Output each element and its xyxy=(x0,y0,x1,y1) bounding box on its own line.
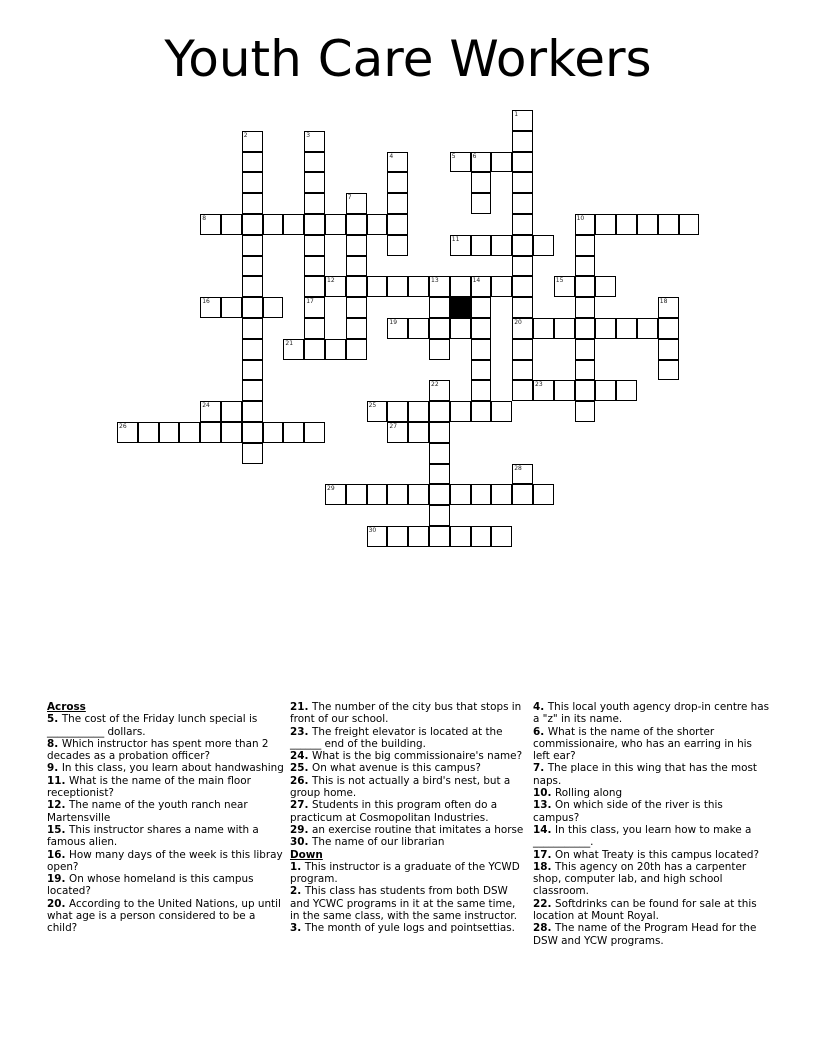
grid-cell[interactable] xyxy=(263,214,284,235)
grid-cell[interactable] xyxy=(283,422,304,443)
grid-cell[interactable] xyxy=(658,214,679,235)
clue-text: The number of the city bus that stops in front of our school. xyxy=(290,701,522,726)
grid-cell[interactable] xyxy=(159,422,180,443)
grid-cell[interactable] xyxy=(471,401,492,422)
grid-cell[interactable] xyxy=(512,380,533,401)
clue-number: 26 xyxy=(119,423,127,430)
clue-item: 5. The cost of the Friday lunch special is ___________ dollars. xyxy=(47,713,258,738)
grid-cell[interactable] xyxy=(471,526,492,547)
clue-item: 13. On which side of the river is this campus? xyxy=(533,799,723,824)
grid-cell[interactable] xyxy=(491,152,512,173)
grid-cell[interactable] xyxy=(346,235,367,256)
clue-item: 30. The name of our librarian xyxy=(290,836,445,849)
clue-item: 14. In this class, you learn how to make a ___________. xyxy=(533,823,752,849)
grid-cell[interactable] xyxy=(429,464,450,485)
clue-item: 7. The place in this wing that has the most naps. xyxy=(533,762,758,787)
grid-cell[interactable] xyxy=(242,214,263,235)
down-heading: Down xyxy=(290,848,323,861)
grid-cell[interactable] xyxy=(304,422,325,443)
grid-cell[interactable] xyxy=(304,172,325,193)
clue-text: This class has students from both DSW and YCWC programs in it at the same time, in the same class, with the same instructor. xyxy=(290,885,518,923)
grid-cell[interactable] xyxy=(408,526,429,547)
clue-num: 21 xyxy=(290,701,305,713)
grid-cell[interactable] xyxy=(367,401,388,422)
grid-cell[interactable] xyxy=(304,235,325,256)
grid-cell[interactable] xyxy=(242,401,263,422)
grid-cell[interactable] xyxy=(512,193,533,214)
clue-number: 28 xyxy=(514,464,522,472)
grid-cell[interactable] xyxy=(221,214,242,235)
clue-number: 10 xyxy=(576,215,585,222)
black-cell[interactable] xyxy=(450,297,471,318)
clue-text: In this class, you learn about handwashing xyxy=(61,762,284,775)
clue-number: 19 xyxy=(389,319,398,326)
grid-cell[interactable] xyxy=(533,235,554,256)
grid-cell[interactable] xyxy=(491,401,512,422)
grid-cell[interactable] xyxy=(283,214,304,235)
grid-cell[interactable] xyxy=(575,214,596,235)
clue-text: This local youth agency drop-in centre has a "z" in its name. xyxy=(533,701,770,726)
grid-cell[interactable] xyxy=(658,360,679,381)
grid-cell[interactable] xyxy=(450,318,471,339)
clue-text: The name of the youth ranch near Martensville xyxy=(47,799,248,824)
grid-cell[interactable] xyxy=(325,339,346,360)
grid-cell[interactable] xyxy=(367,276,388,297)
grid-cell[interactable] xyxy=(471,360,492,381)
clue-num: 1 xyxy=(290,860,298,873)
clue-number: 4 xyxy=(389,152,394,160)
clue-item: 1. This instructor is a graduate of the YCWD program. xyxy=(290,860,520,886)
grid-cell[interactable] xyxy=(242,360,263,381)
clue-number: 6 xyxy=(472,152,477,160)
clue-text: This instructor shares a name with a famous alien. xyxy=(47,823,259,849)
clue-text: How many days of the week is this libray open? xyxy=(47,848,283,873)
clue-num: 6 xyxy=(533,725,541,738)
grid-cell[interactable] xyxy=(450,276,471,297)
grid-cell[interactable] xyxy=(304,318,325,339)
clue-num: 28 xyxy=(533,922,548,935)
grid-cell[interactable] xyxy=(512,214,533,235)
grid-cell[interactable] xyxy=(471,484,492,505)
clue-item: 19. On whose homeland is this campus located? xyxy=(47,873,254,898)
clue-number: 11 xyxy=(451,235,460,243)
clue-num: 29 xyxy=(290,823,305,836)
grid-cell[interactable] xyxy=(429,276,450,297)
clue-num: 23 xyxy=(290,725,305,738)
clue-number: 20 xyxy=(514,319,522,326)
clue-num: 14 xyxy=(533,823,548,836)
clue-number: 3 xyxy=(306,131,311,139)
clue-num: 22 xyxy=(533,897,548,910)
grid-cell[interactable] xyxy=(512,152,533,173)
grid-cell[interactable] xyxy=(471,235,492,256)
grid-cell[interactable] xyxy=(512,172,533,193)
grid-cell[interactable] xyxy=(491,235,512,256)
grid-cell[interactable] xyxy=(387,422,408,443)
grid-cell[interactable] xyxy=(554,380,575,401)
grid-cell[interactable] xyxy=(179,422,200,443)
grid-cell[interactable] xyxy=(595,276,616,297)
grid-cell[interactable] xyxy=(242,297,263,318)
clue-num: 16 xyxy=(47,848,62,861)
grid-cell[interactable] xyxy=(304,152,325,173)
clue-item: 3. The month of yule logs and pointsettias. xyxy=(290,922,515,935)
grid-cell[interactable] xyxy=(554,276,575,297)
crossword-grid xyxy=(117,110,737,570)
clue-text: What is the big commissionaire's name? xyxy=(312,750,523,763)
grid-cell[interactable] xyxy=(304,214,325,235)
grid-cell[interactable] xyxy=(221,297,242,318)
clue-item: 2. This class has students from both DSW and YCWC programs in it at the same time, in the same class, with the same instructor. xyxy=(290,885,518,923)
clue-text: On what Treaty is this campus located? xyxy=(555,848,759,861)
clue-column-1 xyxy=(47,701,285,935)
grid-cell[interactable] xyxy=(117,422,138,443)
clue-text: In this class, you learn how to make a ___________. xyxy=(533,823,752,849)
grid-cell[interactable] xyxy=(283,339,304,360)
clue-item: 6. What is the name of the shorter commissionaire, who has an earring in his left ear? xyxy=(533,725,752,763)
clue-text: According to the United Nations, up until what age is a person considered to be a child? xyxy=(47,897,281,935)
grid-cell[interactable] xyxy=(304,276,325,297)
clue-item: 17. On what Treaty is this campus located? xyxy=(533,848,759,861)
grid-cell[interactable] xyxy=(429,339,450,360)
grid-cell[interactable] xyxy=(471,318,492,339)
clue-num: 3 xyxy=(290,922,298,935)
clue-num: 12 xyxy=(47,799,62,812)
grid-cell[interactable] xyxy=(346,256,367,277)
clue-text: The freight elevator is located at the ______ end of the building. xyxy=(290,725,503,750)
grid-cell[interactable] xyxy=(471,276,492,297)
grid-cell[interactable] xyxy=(367,484,388,505)
grid-cell[interactable] xyxy=(242,193,263,214)
clue-num: 17 xyxy=(533,848,548,861)
clue-num: 27 xyxy=(290,799,305,812)
clue-text: What is the name of the shorter commissionaire, who has an earring in his left ear? xyxy=(533,725,752,763)
grid-cell[interactable] xyxy=(450,401,471,422)
grid-cell[interactable] xyxy=(346,214,367,235)
grid-cell[interactable] xyxy=(200,422,221,443)
clue-item: 12. The name of the youth ranch near Martensville xyxy=(47,799,248,824)
clue-text: On which side of the river is this campus? xyxy=(533,799,723,824)
grid-cell[interactable] xyxy=(595,380,616,401)
clue-num: 4 xyxy=(533,701,541,713)
grid-cell[interactable] xyxy=(429,318,450,339)
clue-item: 28. The name of the Program Head for the DSW and YCW programs. xyxy=(533,922,757,947)
grid-cell[interactable] xyxy=(491,526,512,547)
grid-cell[interactable] xyxy=(658,339,679,360)
grid-cell[interactable] xyxy=(387,193,408,214)
clue-number: 13 xyxy=(431,277,439,285)
grid-cell[interactable] xyxy=(346,339,367,360)
grid-cell[interactable] xyxy=(512,110,533,131)
clue-number: 21 xyxy=(285,339,294,347)
grid-cell[interactable] xyxy=(429,526,450,547)
grid-cell[interactable] xyxy=(616,380,637,401)
grid-cell[interactable] xyxy=(471,339,492,360)
grid-cell[interactable] xyxy=(512,360,533,381)
grid-cell[interactable] xyxy=(512,339,533,360)
grid-cell[interactable] xyxy=(346,484,367,505)
clue-number: 15 xyxy=(555,277,564,285)
grid-cell[interactable] xyxy=(242,172,263,193)
grid-cell[interactable] xyxy=(346,297,367,318)
clue-text: On whose homeland is this campus located? xyxy=(47,873,254,898)
grid-cell[interactable] xyxy=(408,318,429,339)
grid-cell[interactable] xyxy=(325,276,346,297)
grid-cell[interactable] xyxy=(429,484,450,505)
grid-cell[interactable] xyxy=(429,401,450,422)
grid-cell[interactable] xyxy=(200,214,221,235)
clue-number: 12 xyxy=(327,277,335,285)
grid-cell[interactable] xyxy=(242,276,263,297)
grid-cell[interactable] xyxy=(575,401,596,422)
grid-cell[interactable] xyxy=(471,380,492,401)
clue-number: 22 xyxy=(431,381,439,389)
grid-cell[interactable] xyxy=(242,318,263,339)
grid-cell[interactable] xyxy=(512,297,533,318)
clue-column-3 xyxy=(533,701,771,947)
grid-cell[interactable] xyxy=(325,214,346,235)
grid-cell[interactable] xyxy=(387,214,408,235)
grid-cell[interactable] xyxy=(512,464,533,485)
clue-text: This instructor is a graduate of the YCWD program. xyxy=(290,860,520,886)
clue-number: 14 xyxy=(472,277,481,285)
clue-text: Rolling along xyxy=(555,787,623,800)
grid-cell[interactable] xyxy=(658,297,679,318)
clue-num: 7 xyxy=(533,762,541,775)
clue-text: an exercise routine that imitates a horse xyxy=(312,823,524,836)
grid-cell[interactable] xyxy=(575,297,596,318)
clue-number: 24 xyxy=(202,402,210,410)
grid-cell[interactable] xyxy=(408,401,429,422)
grid-cell[interactable] xyxy=(450,235,471,256)
grid-cell[interactable] xyxy=(221,401,242,422)
clue-text: This is not actually a bird's nest, but a group home. xyxy=(290,774,511,800)
grid-cell[interactable] xyxy=(304,256,325,277)
grid-cell[interactable] xyxy=(325,484,346,505)
grid-cell[interactable] xyxy=(512,256,533,277)
clue-item: 27. Students in this program often do a practicum at Cosmopolitan Industries. xyxy=(290,799,498,824)
grid-cell[interactable] xyxy=(242,131,263,152)
clue-num: 5 xyxy=(47,713,55,726)
clue-num: 10 xyxy=(533,787,548,800)
clue-number: 1 xyxy=(514,111,519,118)
grid-cell[interactable] xyxy=(575,380,596,401)
grid-cell[interactable] xyxy=(616,214,637,235)
grid-cell[interactable] xyxy=(242,422,263,443)
grid-cell[interactable] xyxy=(242,235,263,256)
clue-num: 2 xyxy=(290,885,298,898)
clue-item: 23. The freight elevator is located at the ______ end of the building. xyxy=(290,725,503,750)
clue-number: 16 xyxy=(202,298,210,306)
clue-num: 19 xyxy=(47,873,62,886)
clue-number: 2 xyxy=(243,131,248,139)
clue-item: 9. In this class, you learn about handwashing xyxy=(47,762,284,775)
grid-cell[interactable] xyxy=(575,235,596,256)
clue-num: 13 xyxy=(533,799,548,812)
clue-item: 18. This agency on 20th has a carpenter shop, computer lab, and high school classroom. xyxy=(533,860,747,898)
clue-number: 18 xyxy=(659,298,668,306)
grid-cell[interactable] xyxy=(429,505,450,526)
clue-num: 26 xyxy=(290,774,305,787)
grid-cell[interactable] xyxy=(429,422,450,443)
grid-cell[interactable] xyxy=(450,526,471,547)
grid-cell[interactable] xyxy=(575,360,596,381)
grid-cell[interactable] xyxy=(200,401,221,422)
clue-number: 29 xyxy=(327,485,335,493)
clue-num: 30 xyxy=(290,836,305,849)
clue-text: This agency on 20th has a carpenter shop, computer lab, and high school classroom. xyxy=(533,860,747,898)
clue-num: 15 xyxy=(47,823,62,836)
grid-cell[interactable] xyxy=(387,172,408,193)
across-heading: Across xyxy=(47,701,86,713)
grid-cell[interactable] xyxy=(658,318,679,339)
clue-text: The cost of the Friday lunch special is ___________ dollars. xyxy=(47,713,258,738)
grid-cell[interactable] xyxy=(408,484,429,505)
clue-num: 25 xyxy=(290,762,305,775)
grid-cell[interactable] xyxy=(304,131,325,152)
clue-number: 30 xyxy=(368,527,377,534)
grid-cell[interactable] xyxy=(304,193,325,214)
clue-item: 8. Which instructor has spent more than 2 decades as a probation officer? xyxy=(47,737,269,763)
clue-item: 29. an exercise routine that imitates a horse xyxy=(290,823,524,836)
clue-item: 10. Rolling along xyxy=(533,787,623,800)
clue-number: 5 xyxy=(451,152,456,160)
clue-number: 27 xyxy=(389,423,398,430)
grid-cell[interactable] xyxy=(471,193,492,214)
grid-cell[interactable] xyxy=(575,339,596,360)
grid-cell[interactable] xyxy=(263,422,284,443)
clue-num: 20 xyxy=(47,897,62,910)
clue-item: 26. This is not actually a bird's nest, but a group home. xyxy=(290,774,511,800)
clue-text: Softdrinks can be found for sale at this location at Mount Royal. xyxy=(533,897,757,923)
clue-number: 7 xyxy=(347,194,352,202)
clue-num: 24 xyxy=(290,750,305,763)
clue-column-2 xyxy=(290,701,528,935)
grid-cell[interactable] xyxy=(346,318,367,339)
grid-cell[interactable] xyxy=(387,276,408,297)
clue-num: 9 xyxy=(47,762,55,775)
grid-cell[interactable] xyxy=(367,526,388,547)
clue-text: On what avenue is this campus? xyxy=(312,762,481,775)
clue-text: Students in this program often do a practicum at Cosmopolitan Industries. xyxy=(290,799,498,824)
grid-cell[interactable] xyxy=(242,339,263,360)
grid-cell[interactable] xyxy=(450,152,471,173)
grid-cell[interactable] xyxy=(221,422,242,443)
grid-cell[interactable] xyxy=(408,422,429,443)
clue-number: 25 xyxy=(368,402,377,410)
grid-cell[interactable] xyxy=(200,297,221,318)
clue-text: The name of the Program Head for the DSW and YCW programs. xyxy=(533,922,757,947)
grid-cell[interactable] xyxy=(367,214,388,235)
clue-item: 20. According to the United Nations, up until what age is a person considered to be a child? xyxy=(47,897,281,935)
grid-cell[interactable] xyxy=(471,172,492,193)
clue-number: 8 xyxy=(202,215,207,222)
puzzle-title: Youth Care Workers xyxy=(164,30,652,88)
grid-cell[interactable] xyxy=(387,235,408,256)
clue-number: 23 xyxy=(535,381,543,389)
clue-num: 8 xyxy=(47,737,55,750)
clue-text: What is the name of the main floor receptionist? xyxy=(47,774,251,800)
grid-cell[interactable] xyxy=(387,401,408,422)
clue-num: 11 xyxy=(47,774,62,787)
grid-cell[interactable] xyxy=(512,318,533,339)
grid-cell[interactable] xyxy=(471,152,492,173)
grid-cell[interactable] xyxy=(512,131,533,152)
grid-cell[interactable] xyxy=(387,318,408,339)
grid-cell[interactable] xyxy=(346,193,367,214)
grid-cell[interactable] xyxy=(242,152,263,173)
grid-cell[interactable] xyxy=(575,256,596,277)
clue-item: 4. This local youth agency drop-in centre has a "z" in its name. xyxy=(533,701,770,726)
clue-item: 21. The number of the city bus that stops in front of our school. xyxy=(290,701,522,726)
grid-cell[interactable] xyxy=(263,297,284,318)
grid-cell[interactable] xyxy=(575,276,596,297)
grid-cell[interactable] xyxy=(491,276,512,297)
grid-cell[interactable] xyxy=(595,214,616,235)
grid-cell[interactable] xyxy=(533,380,554,401)
grid-cell[interactable] xyxy=(491,484,512,505)
grid-cell[interactable] xyxy=(533,484,554,505)
grid-cell[interactable] xyxy=(595,318,616,339)
grid-cell[interactable] xyxy=(408,276,429,297)
grid-cell[interactable] xyxy=(387,484,408,505)
clue-item: 15. This instructor shares a name with a famous alien. xyxy=(47,823,259,849)
grid-cell[interactable] xyxy=(429,443,450,464)
grid-cell[interactable] xyxy=(304,339,325,360)
clue-text: The place in this wing that has the most naps. xyxy=(533,762,758,787)
clue-text: Which instructor has spent more than 2 decades as a probation officer? xyxy=(47,737,269,763)
clue-item: 24. What is the big commissionaire's name? xyxy=(290,750,523,763)
grid-cell[interactable] xyxy=(637,318,658,339)
clue-item: 11. What is the name of the main floor receptionist? xyxy=(47,774,251,800)
clue-text: The month of yule logs and pointsettias. xyxy=(304,922,515,935)
grid-cell[interactable] xyxy=(429,380,450,401)
clue-item: 16. How many days of the week is this libray open? xyxy=(47,848,283,873)
grid-cell[interactable] xyxy=(450,484,471,505)
grid-cell[interactable] xyxy=(387,152,408,173)
grid-cell[interactable] xyxy=(679,214,700,235)
grid-cell[interactable] xyxy=(533,318,554,339)
grid-cell[interactable] xyxy=(575,318,596,339)
grid-cell[interactable] xyxy=(471,297,492,318)
clue-text: The name of our librarian xyxy=(312,836,445,849)
grid-cell[interactable] xyxy=(242,443,263,464)
grid-cell[interactable] xyxy=(346,276,367,297)
grid-cell[interactable] xyxy=(512,484,533,505)
grid-cell[interactable] xyxy=(554,318,575,339)
grid-cell[interactable] xyxy=(616,318,637,339)
clue-item: 25. On what avenue is this campus? xyxy=(290,762,481,775)
clue-num: 18 xyxy=(533,860,548,873)
clue-number: 17 xyxy=(306,298,314,306)
grid-cell[interactable] xyxy=(242,256,263,277)
grid-cell[interactable] xyxy=(512,235,533,256)
clue-item: 22. Softdrinks can be found for sale at this location at Mount Royal. xyxy=(533,897,757,923)
grid-cell[interactable] xyxy=(637,214,658,235)
grid-cell[interactable] xyxy=(387,526,408,547)
grid-cell[interactable] xyxy=(138,422,159,443)
grid-cell[interactable] xyxy=(304,297,325,318)
grid-cell[interactable] xyxy=(429,297,450,318)
grid-cell[interactable] xyxy=(242,380,263,401)
grid-cell[interactable] xyxy=(512,276,533,297)
